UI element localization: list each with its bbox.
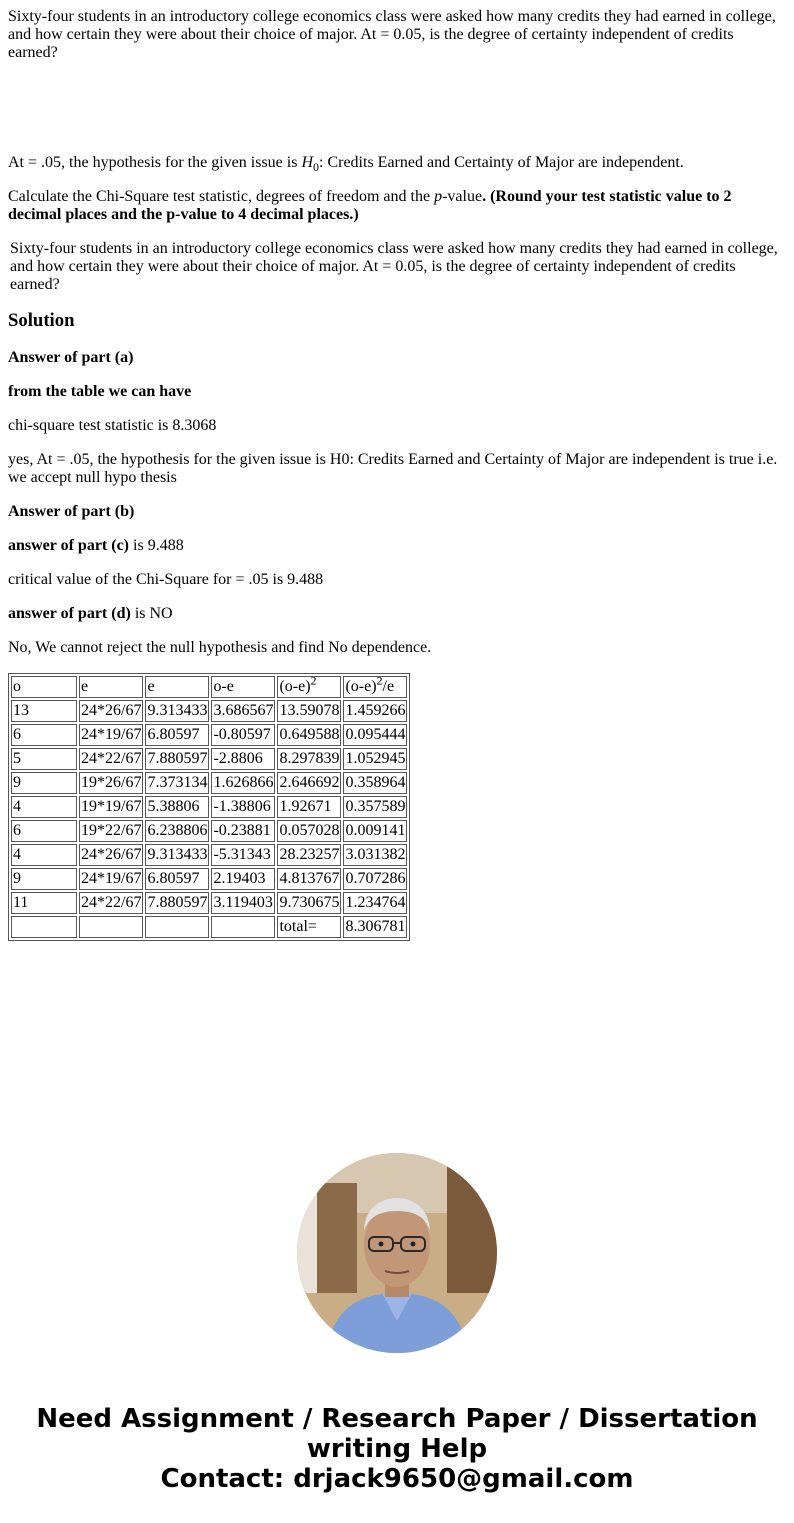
table-cell: 24*19/67 — [79, 868, 143, 890]
footer-contact — [0, 1404, 794, 1494]
author-portrait-image — [297, 1153, 497, 1353]
critical-value-line: critical value of the Chi-Square for = .05 is 9.488 — [8, 571, 324, 588]
table-cell: 0.358964 — [343, 772, 407, 794]
solution-heading: Solution — [8, 310, 75, 331]
table-cell: 2.19403 — [211, 868, 275, 890]
from-table-line — [8, 383, 786, 401]
table-cell: 3.686567 — [211, 700, 275, 722]
footer-line-1: Need Assignment / Research Paper / Dissertation — [36, 1404, 758, 1434]
part-c-value: is 9.488 — [129, 537, 184, 554]
table-cell: 9.313433 — [145, 844, 209, 866]
table-cell: 7.880597 — [145, 748, 209, 770]
header-observed: o — [11, 676, 77, 698]
empty-cell — [79, 916, 143, 938]
table-cell: 7.373134 — [145, 772, 209, 794]
table-cell: 0.009141 — [343, 820, 407, 842]
table-cell: 24*26/67 — [79, 844, 143, 866]
table-row — [11, 772, 407, 794]
table-cell: 3.119403 — [211, 892, 275, 914]
table-cell: 1.052945 — [343, 748, 407, 770]
table-cell: 1.92671 — [277, 796, 341, 818]
calc-prefix: Calculate the Chi-Square test statistic, degrees of freedom and the — [8, 188, 435, 205]
part-d-value: is NO — [130, 605, 173, 622]
table-cell: 0.357589 — [343, 796, 407, 818]
table-cell: 6 — [11, 820, 77, 842]
table-cell: 24*22/67 — [79, 892, 143, 914]
table-cell: 7.880597 — [145, 892, 209, 914]
chi-square-table — [8, 673, 410, 941]
table-cell: 0.649588 — [277, 724, 341, 746]
table-cell: 13 — [11, 700, 77, 722]
test-statistic-line: chi-square test statistic is 8.3068 — [8, 417, 217, 434]
header-chi-tail: /e — [382, 678, 395, 695]
header-expected-formula: e — [79, 676, 143, 698]
table-cell: 4.813767 — [277, 868, 341, 890]
part-a-heading — [8, 349, 786, 367]
header-chi-exponent: 2 — [376, 673, 383, 688]
part-b-label: Answer of part (b) — [8, 503, 135, 520]
table-cell: -2.8806 — [211, 748, 275, 770]
footer-line-2: writing Help — [306, 1434, 488, 1464]
table-cell: 28.23257 — [277, 844, 341, 866]
empty-cell — [211, 916, 275, 938]
hypothesis-prefix: At = .05, the hypothesis for the given issue is — [8, 154, 302, 171]
table-cell: 6 — [11, 724, 77, 746]
table-cell: 1.234764 — [343, 892, 407, 914]
calc-value: -value — [442, 188, 483, 205]
table-row — [11, 724, 407, 746]
table-cell: 9.313433 — [145, 700, 209, 722]
table-row — [11, 700, 407, 722]
table-cell: 3.031382 — [343, 844, 407, 866]
hypothesis-statement — [8, 154, 786, 175]
calc-p: p — [434, 188, 443, 205]
header-chi-base: (o-e) — [345, 678, 377, 695]
total-label: total= — [277, 916, 341, 938]
question-intro: Sixty-four students in an introductory college economics class were asked how many credits they had earned in college, and how certain they were about their choice of major. At = 0.05, is the degree of certainty independent of credits earned? — [8, 8, 776, 61]
table-cell: 4 — [11, 844, 77, 866]
table-row — [11, 868, 407, 890]
hypothesis-rest: : Credits Earned and Certainty of Major are independent. — [319, 154, 684, 171]
part-c-label: answer of part (c) — [8, 537, 130, 554]
calc-rounding-note: . (Round your test statistic value to 2 decimal places and the p-value to 4 decimal places.) — [8, 188, 732, 223]
hypothesis-symbol: H — [301, 154, 313, 171]
table-cell: 1.459266 — [343, 700, 407, 722]
yes-conclusion-line: yes, At = .05, the hypothesis for the given issue is H0: Credits Earned and Certainty of Major are independent is true i.e. we accept null hypo thesis — [8, 451, 778, 486]
header-squared-exponent: 2 — [310, 673, 317, 688]
table-cell: 6.80597 — [145, 868, 209, 890]
table-cell: -0.80597 — [211, 724, 275, 746]
table-cell: -5.31343 — [211, 844, 275, 866]
table-cell: 24*19/67 — [79, 724, 143, 746]
table-cell: 0.095444 — [343, 724, 407, 746]
table-cell: 0.057028 — [277, 820, 341, 842]
table-cell: 9 — [11, 868, 77, 890]
no-conclusion-line: No, We cannot reject the null hypothesis and find No dependence. — [8, 639, 432, 656]
table-total-row — [11, 916, 407, 938]
calc-instruction — [8, 188, 786, 224]
table-cell: 5 — [11, 748, 77, 770]
table-cell: 9 — [11, 772, 77, 794]
table-cell: -1.38806 — [211, 796, 275, 818]
part-d-line — [8, 605, 786, 623]
hypothesis-subscript: 0 — [313, 160, 319, 175]
table-row — [11, 892, 407, 914]
table-cell: 6.80597 — [145, 724, 209, 746]
table-cell: 19*22/67 — [79, 820, 143, 842]
table-cell: 9.730675 — [277, 892, 341, 914]
table-cell: 24*26/67 — [79, 700, 143, 722]
table-cell: 2.646692 — [277, 772, 341, 794]
header-expected-value: e — [145, 676, 209, 698]
table-cell: 4 — [11, 796, 77, 818]
header-difference: o-e — [211, 676, 275, 698]
table-cell: 11 — [11, 892, 77, 914]
part-d-label: answer of part (d) — [8, 605, 131, 622]
from-table-label: from the table we can have — [8, 383, 192, 400]
spacer — [8, 78, 786, 154]
table-cell: 6.238806 — [145, 820, 209, 842]
table-row — [11, 844, 407, 866]
table-row — [11, 796, 407, 818]
header-chi-contribution — [343, 673, 407, 698]
table-row — [11, 748, 407, 770]
part-b-heading — [8, 503, 786, 521]
table-cell: 8.297839 — [277, 748, 341, 770]
table-cell: 19*19/67 — [79, 796, 143, 818]
header-squared-difference — [277, 673, 341, 698]
empty-cell — [145, 916, 209, 938]
table-header-row — [11, 676, 407, 698]
table-cell: 1.626866 — [211, 772, 275, 794]
footer-line-3: Contact: drjack9650@gmail.com — [160, 1464, 634, 1494]
table-cell: -0.23881 — [211, 820, 275, 842]
part-c-line — [8, 537, 786, 555]
total-value: 8.306781 — [343, 916, 407, 938]
author-avatar — [297, 1153, 497, 1353]
chi-square-table-body — [11, 673, 407, 938]
table-row — [11, 820, 407, 842]
table-cell: 5.38806 — [145, 796, 209, 818]
table-cell: 24*22/67 — [79, 748, 143, 770]
header-squared-base: (o-e) — [279, 678, 311, 695]
table-cell: 19*26/67 — [79, 772, 143, 794]
empty-cell — [11, 916, 77, 938]
part-a-label: Answer of part (a) — [8, 349, 134, 366]
table-cell: 13.59078 — [277, 700, 341, 722]
table-cell: 0.707286 — [343, 868, 407, 890]
question-repeat: Sixty-four students in an introductory college economics class were asked how many credits they had earned in college, and how certain they were about their choice of major. At = 0.05, is the degree of certainty independent of credits earned? — [10, 240, 778, 293]
